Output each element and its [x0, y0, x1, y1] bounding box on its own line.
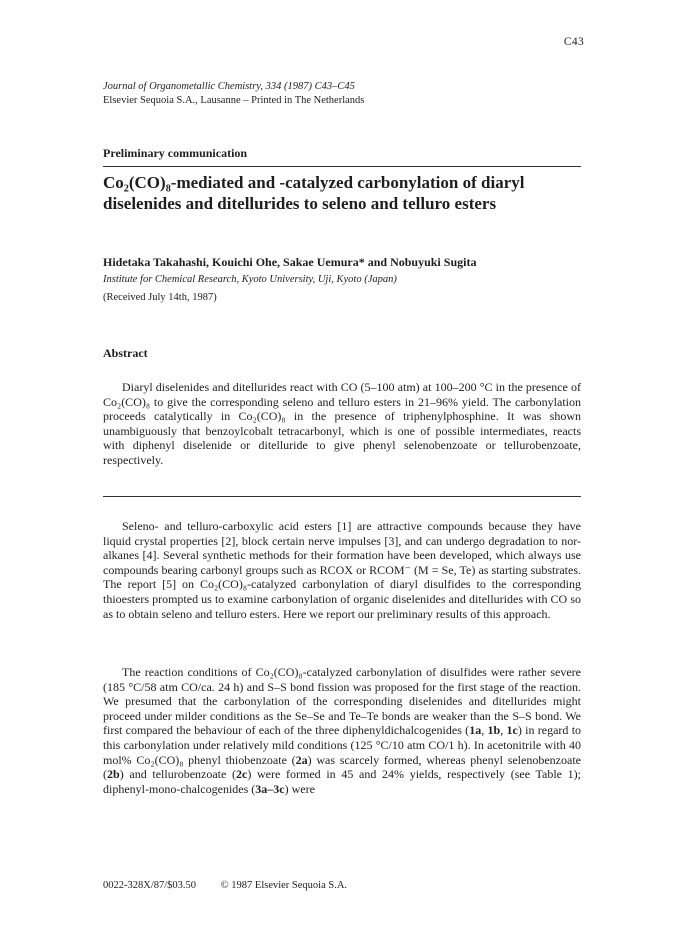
body-text: ) and tellurobenzoate (	[119, 767, 237, 782]
page-footer	[103, 880, 369, 891]
compound-label: 3a–3c	[255, 781, 285, 796]
affiliation: Institute for Chemical Research, Kyoto University, Uji, Kyoto (Japan)	[103, 274, 397, 285]
body-text: ) was scarcely formed, whereas phenyl selenobenzoate (	[103, 752, 581, 782]
copyright-notice: © 1987 Elsevier Sequoia S.A.	[220, 880, 348, 891]
author-list: Hidetaka Takahashi, Kouichi Ohe, Sakae Uemura* and Nobuyuki Sugita	[103, 255, 477, 269]
abstract-text: Diaryl diselenides and ditellurides react with CO (5–100 atm) at 100–200 °C in the presence of Co₂(CO)₈ to give the corresponding seleno and telluro esters in 21–96% yield. The carbonylation proceeds catalytically in Co₂(CO)₈ in the presence of triphenylphosphine. It was shown unambiguously that benzoylcobalt tetracarbonyl, which is one of possible intermediates, reacts with diphenyl diselenide or ditelluride to give phenyl selenobenzoate or tellurobenzoate, respectively.	[103, 380, 581, 467]
body-text: ) were	[284, 781, 315, 796]
journal-line-2: Elsevier Sequoia S.A., Lausanne – Printed in The Netherlands	[103, 95, 365, 106]
compound-label: 2a	[295, 752, 308, 767]
page-number: C43	[563, 36, 584, 48]
divider-top	[103, 166, 581, 167]
compound-label: 2b	[107, 767, 120, 782]
abstract-heading: Abstract	[103, 346, 148, 360]
body-paragraph-2: The reaction conditions of Co₂(CO)₈-catalyzed carbonylation of disulfides were rather severe (185 °C/58 atm CO/ca. 24 h) and S–S bond fission was proposed for the first stage of the reaction. We presumed that the carbonylation of the corresponding diselenides and ditellurides might proceed under milder conditions as the Se–Se and Te–Te bonds are weaker than the S–S bond. We first compared the behaviour of each of the three diphenyldichalcogenides (1a, 1b, 1c) in regard to this carbonylation under relatively mild conditions (125 °C/10 atm CO/1 h). In acetonitrile with 40 mol% Co₂(CO)₈ phenyl thiobenzoate (2a) was scarcely formed, whereas phenyl selenobenzoate (2b) and tellurobenzoate (2c) were formed in 45 and 24% yields, respectively (see Table 1); diphenyl-mono-chalcogenides (3a–3c) were	[103, 665, 582, 796]
body-text: ) in regard to this carbonylation under relatively mild conditions (125 °C/10 atm CO/1 h). In acetonitrile with 40 mol% Co₂(CO)₈ phenyl thiobenzoate (	[103, 723, 582, 767]
body-paragraph-1: Seleno- and telluro-carboxylic acid esters [1] are attractive compounds because they have liquid crystal properties [2], block certain nerve impulses [3], and can undergo degradation to nor-alkanes [4]. Several synthetic methods for their formation have been developed, which always use compounds bearing carbonyl groups such as RCOX or RCOM⁻ (M = Se, Te) as starting substrates. The report [5] on Co₂(CO)₈-catalyzed carbonylation of diaryl disulfides to the corresponding thioesters prompted us to examine carbonylation of organic diselenides and ditellurides with CO so as to obtain seleno and telluro esters. Here we report our preliminary results of this approach.	[103, 519, 581, 621]
body-text: The reaction conditions of Co₂(CO)₈-catalyzed carbonylation of disulfides were rather severe (185 °C/58 atm CO/ca. 24 h) and S–S bond fission was proposed for the first stage of the reaction. We presumed that the carbonylation of the corresponding diselenides and ditellurides might proceed under milder conditions as the Se–Se and Te–Te bonds are weaker than the S–S bond. We first compared the behaviour of each of the three diphenyldichalcogenides (	[103, 665, 581, 738]
compound-label: 1c	[506, 723, 518, 738]
journal-citation	[103, 80, 364, 108]
price-code: 0022-328X/87/$03.50	[103, 880, 197, 891]
journal-line-1: Journal of Organometallic Chemistry, 334 (1987) C43–C45	[103, 81, 355, 92]
article-title: Co₂(CO)₈-mediated and -catalyzed carbonylation of diaryl diselenides and ditellurides to seleno and telluro esters	[103, 173, 525, 213]
section-label: Preliminary communication	[103, 146, 248, 160]
received-date: (Received July 14th, 1987)	[103, 292, 217, 303]
compound-label: 1b	[487, 723, 501, 738]
body-text: ) were formed in 45 and 24% yields, respectively (see Table 1); diphenyl-mono-chalcogenides (	[103, 767, 581, 796]
compound-label: 1a	[469, 723, 482, 738]
divider-bottom	[103, 496, 581, 497]
compound-label: 2c	[236, 767, 248, 782]
